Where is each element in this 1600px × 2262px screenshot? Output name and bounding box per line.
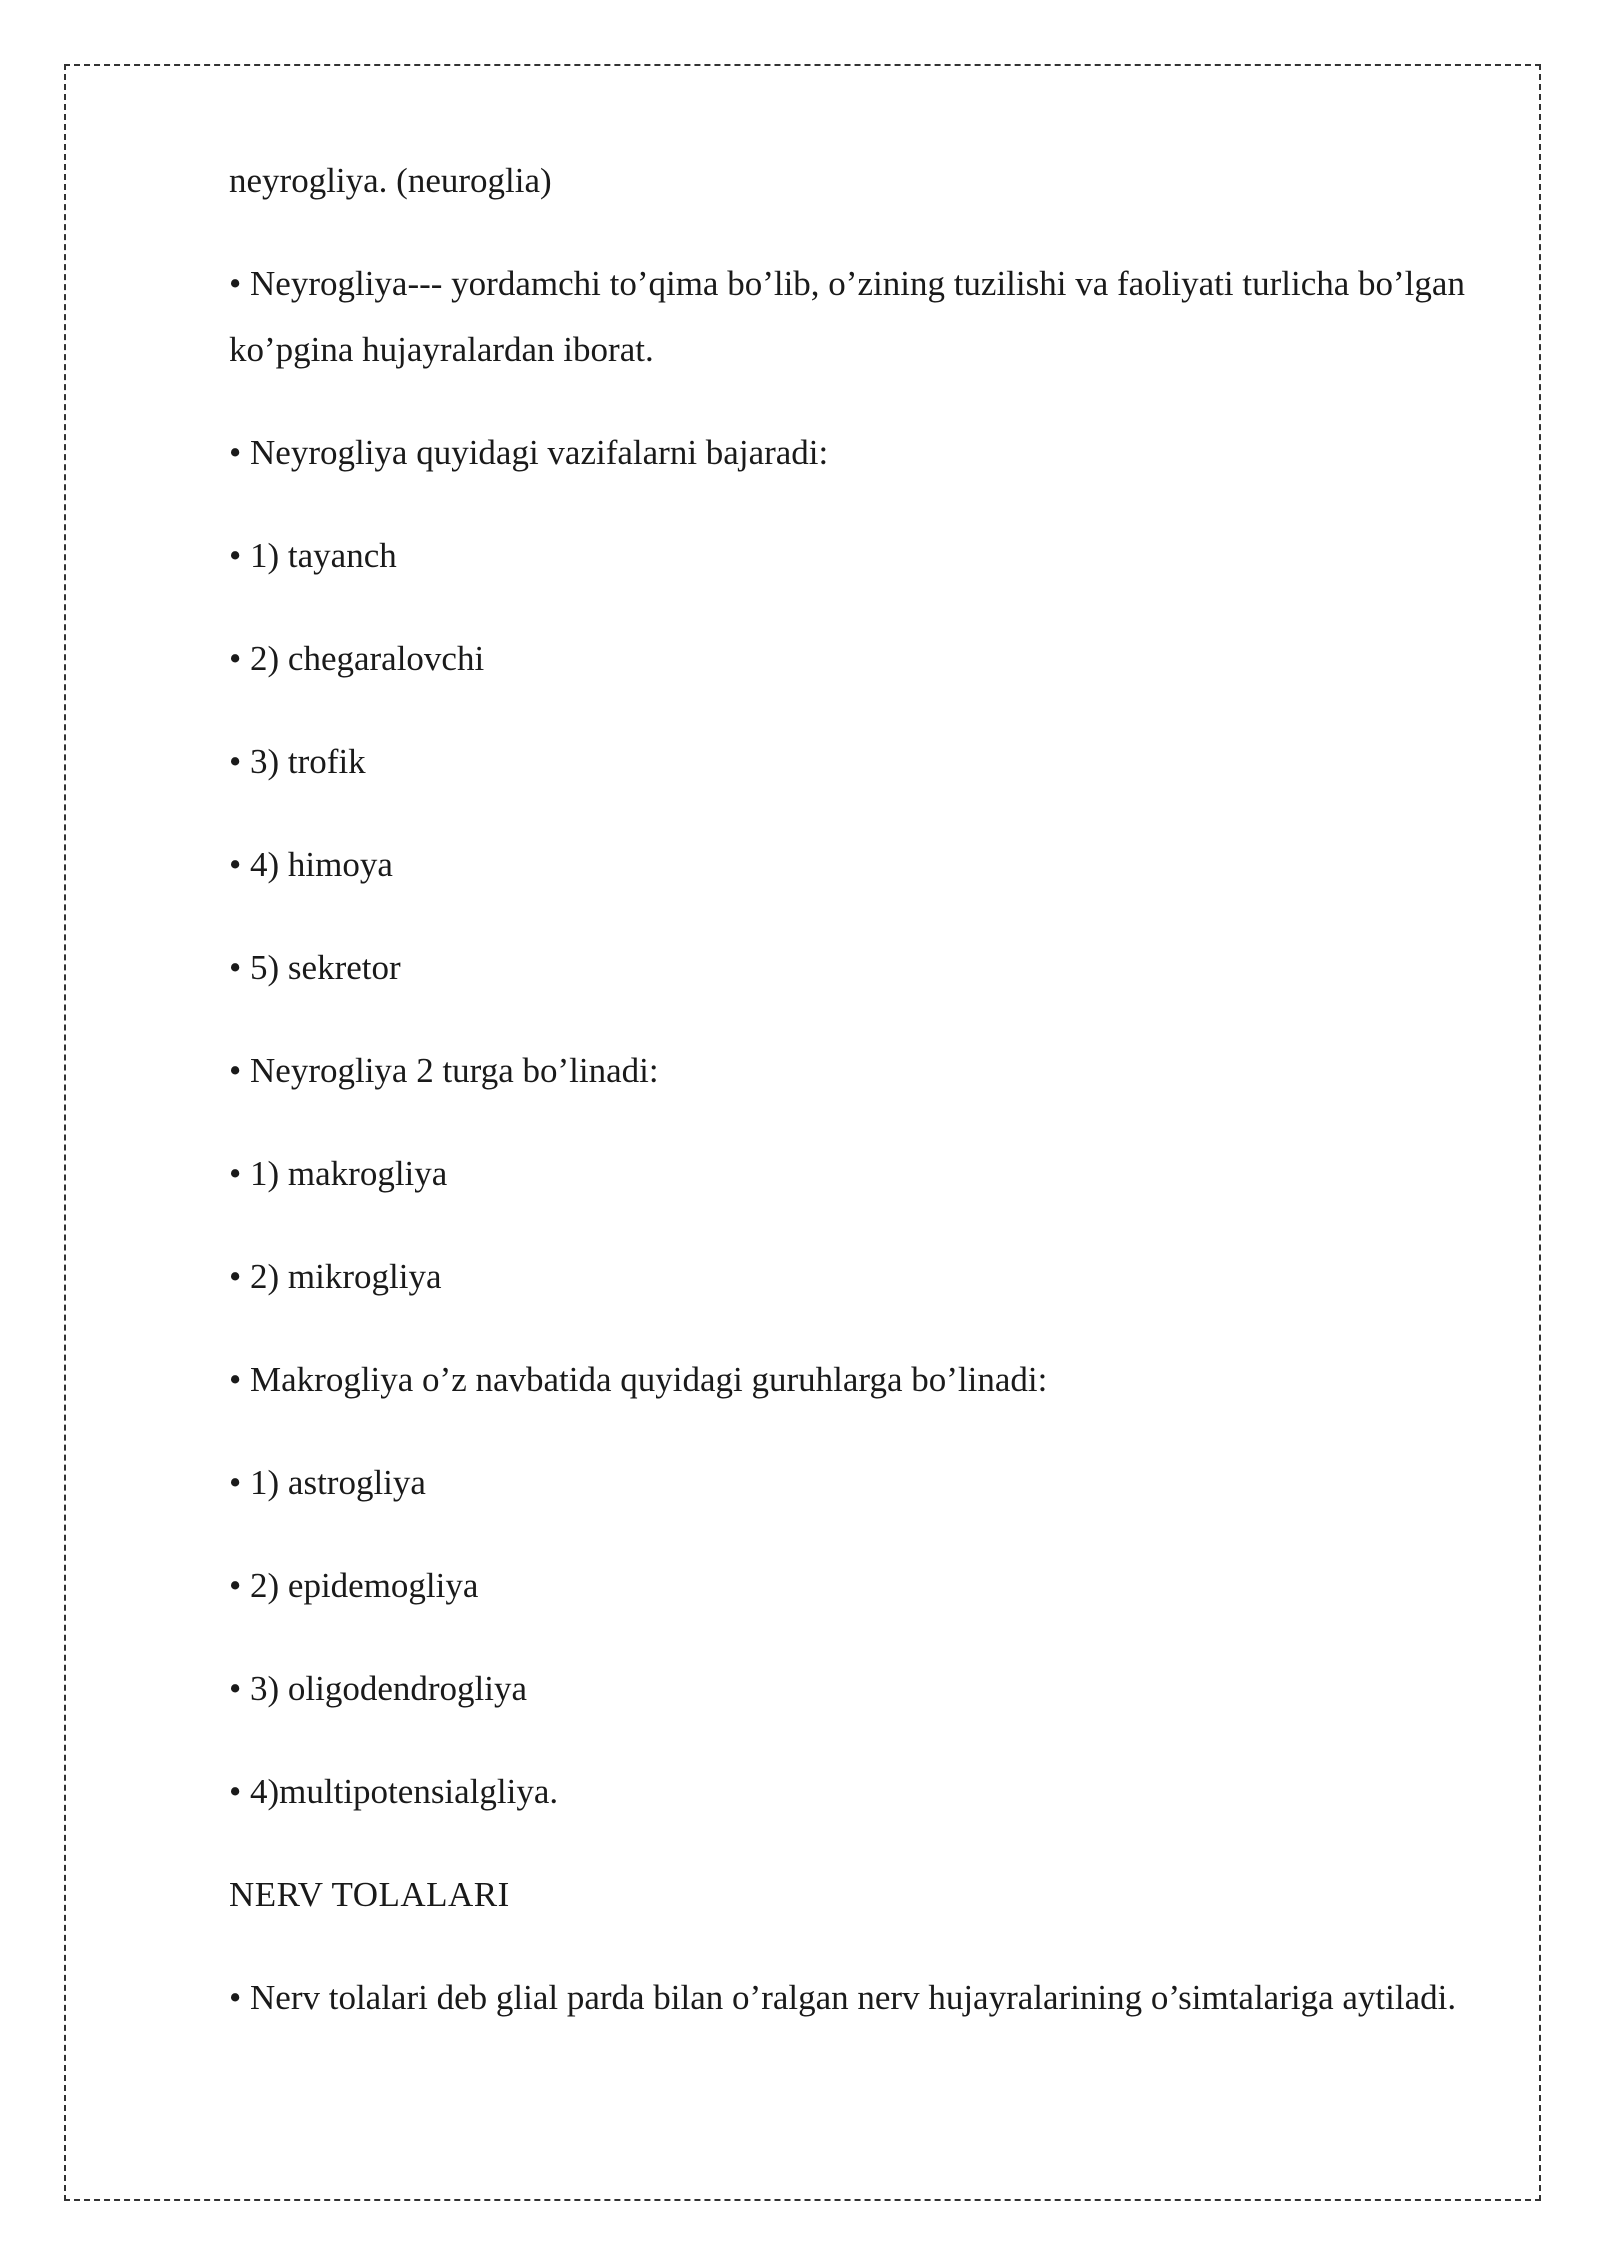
list-item-function-3: • 3) trofik <box>229 742 366 781</box>
document-body <box>229 148 1469 2068</box>
paragraph-types-intro: • Neyrogliya 2 turga bo’linadi: <box>229 1051 659 1090</box>
list-item-group-2: • 2) epidemogliya <box>229 1566 479 1605</box>
paragraph-neuroglia-definition: • Neyrogliya--- yordamchi to’qima bo’lib, o’zining tuzilishi va faoliyati turlicha bo’lgan ko’pgina hujayralardan iborat. <box>229 264 1465 369</box>
list-item-group-3: • 3) oligodendrogliya <box>229 1669 528 1708</box>
paragraph-functions-intro: • Neyrogliya quyidagi vazifalarni bajaradi: <box>229 433 829 472</box>
list-item-function-4: • 4) himoya <box>229 845 393 884</box>
list-item-function-5: • 5) sekretor <box>229 948 401 987</box>
list-item-function-2: • 2) chegaralovchi <box>229 639 485 678</box>
paragraph-neuroglia-term: neyrogliya. (neuroglia) <box>229 161 552 200</box>
list-item-function-1: • 1) tayanch <box>229 536 397 575</box>
section-heading-nerve-fibers: NERV TOLALARI <box>229 1875 510 1914</box>
list-item-type-1: • 1) makrogliya <box>229 1154 448 1193</box>
list-item-group-4: • 4)multipotensialgliya. <box>229 1772 559 1811</box>
paragraph-macroglia-groups-intro: • Makrogliya o’z navbatida quyidagi guruhlarga bo’linadi: <box>229 1360 1048 1399</box>
list-item-group-1: • 1) astrogliya <box>229 1463 426 1502</box>
paragraph-nerve-fibers-definition: • Nerv tolalari deb glial parda bilan o’ralgan nerv hujayralarining o’simtalariga aytiladi. <box>229 1978 1457 2017</box>
list-item-type-2: • 2) mikrogliya <box>229 1257 442 1296</box>
